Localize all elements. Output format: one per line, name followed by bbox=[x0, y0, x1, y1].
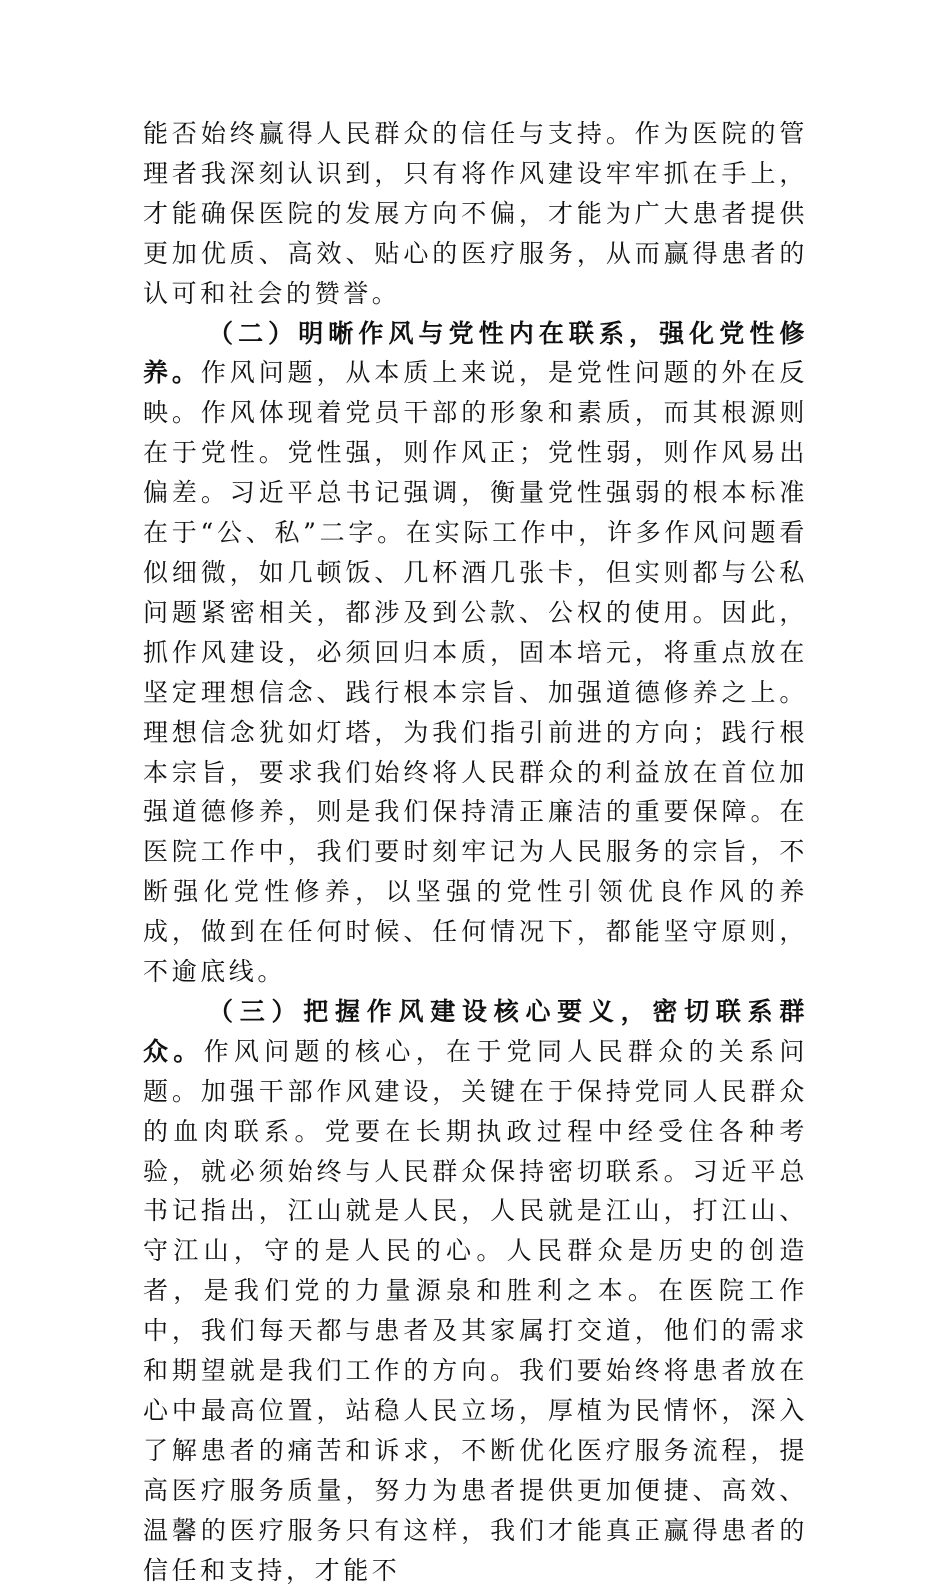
section-heading: （三）把握作风建设核心要义，密切联系群众。 bbox=[143, 996, 808, 1066]
paragraph-section-two bbox=[143, 314, 808, 992]
paragraph-text: 作风问题的核心，在于党同人民群众的关系问题。加强干部作风建设，关键在于保持党同人民群众的血肉联系。党要在长期执政过程中经受住各种考验，就必须始终与人民群众保持密切联系。习近平总书记指出，江山就是人民，人民就是江山，打江山、守江山，守的是人民的心。人民群众是历史的创造者，是我们党的力量源泉和胜利之本。在医院工作中，我们每天都与患者及其家属打交道，他们的需求和期望就是我们工作的方向。我们要始终将患者放在心中最高位置，站稳人民立场，厚植为民情怀，深入了解患者的痛苦和诉求，不断优化医疗服务流程，提高医疗服务质量，努力为患者提供更加便捷、高效、温馨的医疗服务只有这样，我们才能真正赢得患者的信任和支持，才能不 bbox=[143, 1036, 808, 1585]
section-heading: （二）明晰作风与党性内在联系，强化党性修养。 bbox=[143, 318, 808, 388]
paragraph-continuation bbox=[143, 114, 808, 314]
document-body bbox=[143, 114, 808, 1591]
paragraph-text: 能否始终赢得人民群众的信任与支持。作为医院的管理者我深刻认识到，只有将作风建设牢牢抓在手上，才能确保医院的发展方向不偏，才能为广大患者提供更加优质、高效、贴心的医疗服务，从而赢得患者的认可和社会的赞誉。 bbox=[143, 119, 808, 308]
paragraph-section-three bbox=[143, 992, 808, 1591]
paragraph-text: 作风问题，从本质上来说，是党性问题的外在反映。作风体现着党员干部的形象和素质，而其根源则在于党性。党性强，则作风正；党性弱，则作风易出偏差。习近平总书记强调，衡量党性强弱的根本标准在于“公、私”二字。在实际工作中，许多作风问题看似细微，如几顿饭、几杯酒几张卡，但实则都与公私问题紧密相关，都涉及到公款、公权的使用。因此，抓作风建设，必须回归本质，固本培元，将重点放在坚定理想信念、践行根本宗旨、加强道德修养之上。理想信念犹如灯塔，为我们指引前进的方向；践行根本宗旨，要求我们始终将人民群众的利益放在首位加强道德修养，则是我们保持清正廉洁的重要保障。在医院工作中，我们要时刻牢记为人民服务的宗旨，不断强化党性修养，以坚强的党性引领优良作风的养成，做到在任何时候、任何情况下，都能坚守原则，不逾底线。 bbox=[143, 358, 808, 987]
